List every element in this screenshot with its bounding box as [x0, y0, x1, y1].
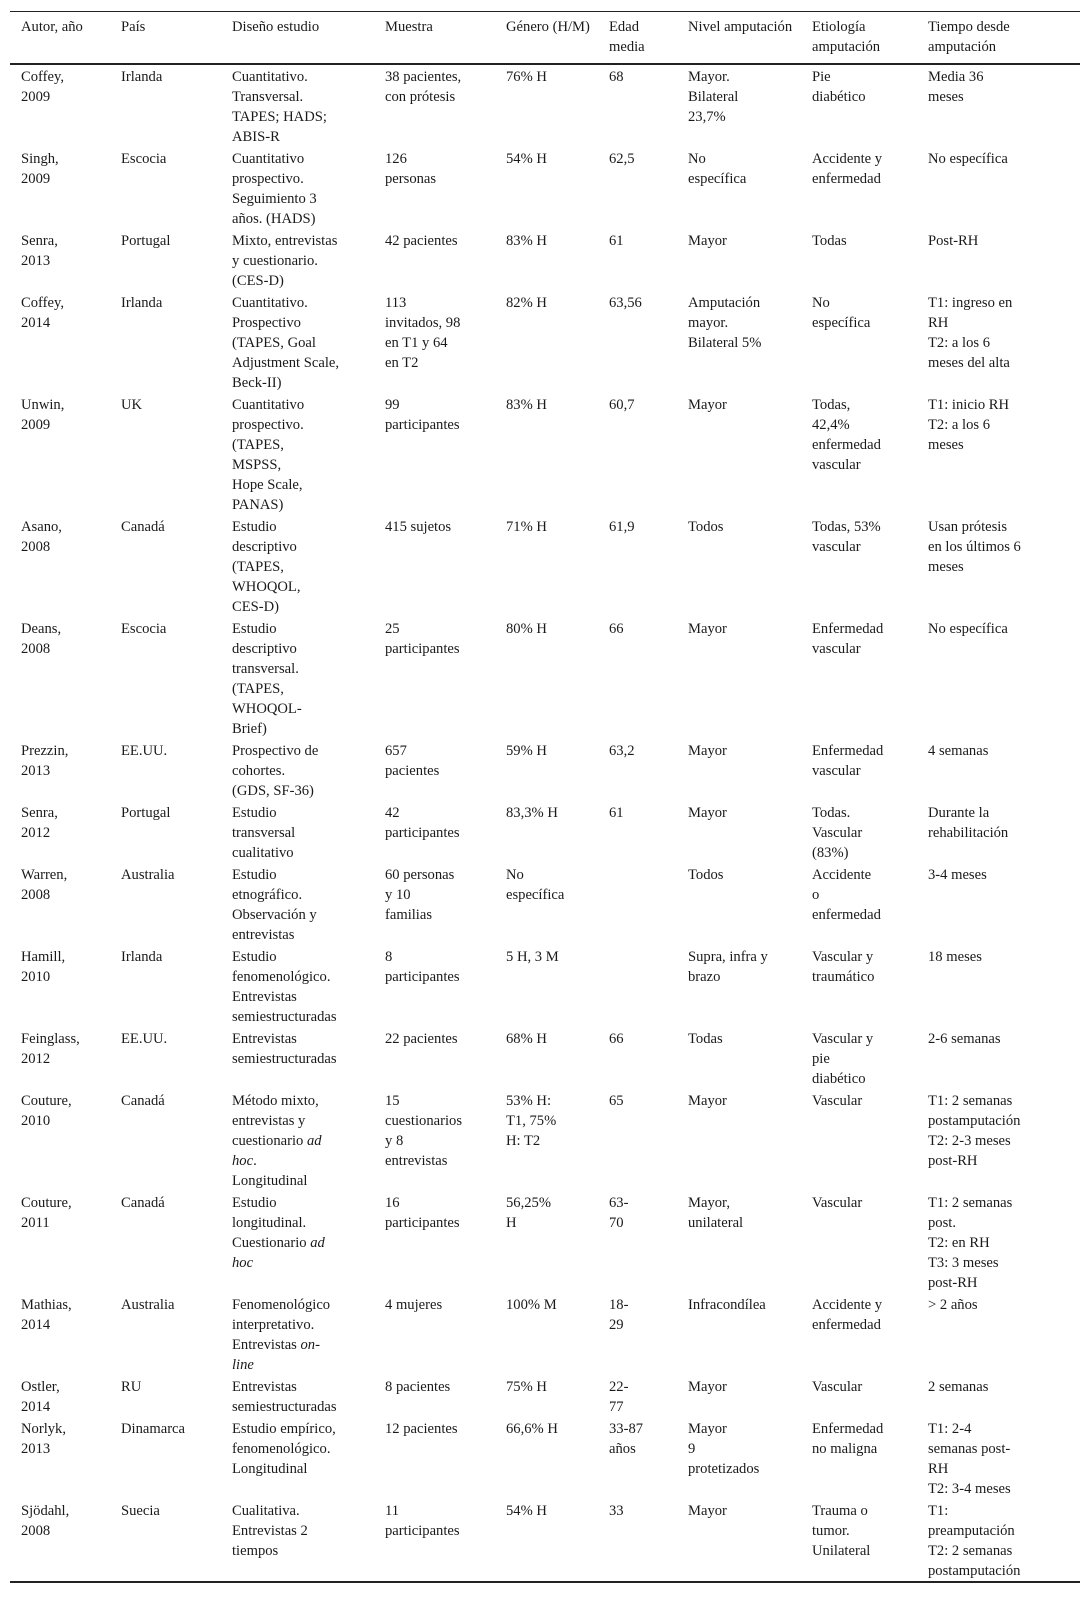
- cell-autor: Coffey, 2009: [21, 69, 64, 105]
- cell-pais: Suecia: [121, 1503, 160, 1519]
- cell-nivel: No específica: [688, 151, 747, 187]
- cell-tiempo: T1: ingreso en RH T2: a los 6 meses del alta: [928, 295, 1013, 371]
- cell-genero: 66,6% H: [506, 1421, 558, 1437]
- cell-etiologia: Vascular y traumático: [812, 949, 875, 985]
- cell-diseno: Estudio descriptivo transversal. (TAPES, WHOQOL- Brief): [232, 621, 302, 737]
- cell-tiempo: T1: 2 semanas postamputación T2: 2-3 meses post-RH: [928, 1093, 1021, 1169]
- cell-edad: 33: [609, 1503, 624, 1519]
- header-row: [10, 12, 1080, 65]
- cell-pais: Australia: [121, 867, 175, 883]
- table-row: [10, 515, 1080, 617]
- cell-autor: Norlyk, 2013: [21, 1421, 66, 1457]
- cell-autor: Asano, 2008: [21, 519, 62, 555]
- cell-etiologia: Enfermedad no maligna: [812, 1421, 884, 1457]
- cell-pais: EE.UU.: [121, 1031, 168, 1047]
- cell-diseno: Prospectivo de cohortes. (GDS, SF-36): [232, 743, 319, 799]
- cell-edad: 60,7: [609, 397, 635, 413]
- cell-autor: Sjödahl, 2008: [21, 1503, 70, 1539]
- cell-italic-text: ad hoc: [232, 1133, 322, 1169]
- cell-genero: 54% H: [506, 1503, 547, 1519]
- cell-genero: 71% H: [506, 519, 547, 535]
- cell-text: Método mixto, entrevistas y cuestionario: [232, 1093, 319, 1149]
- cell-nivel: Mayor: [688, 233, 727, 249]
- cell-tiempo: No específica: [928, 621, 1008, 637]
- cell-etiologia: Todas. Vascular (83%): [812, 805, 863, 861]
- cell-edad: 63- 70: [609, 1195, 629, 1231]
- cell-nivel: Mayor: [688, 743, 727, 759]
- cell-autor: Mathias, 2014: [21, 1297, 72, 1333]
- cell-muestra: 22 pacientes: [385, 1031, 458, 1047]
- cell-edad: 22- 77: [609, 1379, 629, 1415]
- cell-nivel: Todos: [688, 867, 724, 883]
- cell-muestra: 4 mujeres: [385, 1297, 443, 1313]
- cell-etiologia: Enfermedad vascular: [812, 743, 884, 779]
- table-row: [10, 1191, 1080, 1293]
- cell-genero: 75% H: [506, 1379, 547, 1395]
- header-nivel: Nivel amputación: [688, 19, 793, 35]
- cell-tiempo: 4 semanas: [928, 743, 989, 759]
- cell-tiempo: T1: 2-4 semanas post- RH T2: 3-4 meses: [928, 1421, 1011, 1497]
- cell-nivel: Amputación mayor. Bilateral 5%: [688, 295, 762, 351]
- cell-edad: 61: [609, 805, 624, 821]
- cell-genero: 76% H: [506, 69, 547, 85]
- cell-etiologia: Accidente y enfermedad: [812, 1297, 883, 1333]
- cell-tiempo: T1: preamputación T2: 2 semanas postamputación: [928, 1503, 1021, 1579]
- table-row: [10, 291, 1080, 393]
- cell-text: Estudio longitudinal. Cuestionario: [232, 1195, 307, 1251]
- table-row: [10, 801, 1080, 863]
- cell-etiologia: Vascular: [812, 1379, 863, 1395]
- cell-autor: Singh, 2009: [21, 151, 59, 187]
- cell-nivel: Mayor, unilateral: [688, 1195, 744, 1231]
- cell-etiologia: Accidente o enfermedad: [812, 867, 881, 923]
- cell-pais: Australia: [121, 1297, 175, 1313]
- cell-etiologia: Accidente y enfermedad: [812, 151, 883, 187]
- cell-diseno: [221, 1293, 374, 1375]
- table-row: [10, 1089, 1080, 1191]
- cell-tiempo: Usan prótesis en los últimos 6 meses: [928, 519, 1021, 575]
- cell-genero: 54% H: [506, 151, 547, 167]
- cell-tiempo: No específica: [928, 151, 1008, 167]
- cell-etiologia: Todas, 42,4% enfermedad vascular: [812, 397, 881, 473]
- cell-nivel: Mayor: [688, 397, 727, 413]
- cell-diseno: Cuantitativo. Transversal. TAPES; HADS; ABIS-R: [232, 69, 327, 145]
- cell-genero: 53% H: T1, 75% H: T2: [506, 1093, 557, 1149]
- cell-nivel: Mayor: [688, 621, 727, 637]
- cell-pais: Dinamarca: [121, 1421, 186, 1437]
- cell-autor: Deans, 2008: [21, 621, 62, 657]
- cell-muestra: 16 participantes: [385, 1195, 460, 1231]
- table-row: [10, 1375, 1080, 1417]
- cell-pais: EE.UU.: [121, 743, 168, 759]
- cell-muestra: 12 pacientes: [385, 1421, 458, 1437]
- cell-diseno: [221, 1089, 374, 1191]
- cell-genero: 68% H: [506, 1031, 547, 1047]
- cell-edad: 33-87 años: [609, 1421, 644, 1457]
- cell-nivel: Mayor. Bilateral 23,7%: [688, 69, 739, 125]
- cell-diseno: Entrevistas semiestructuradas: [232, 1031, 337, 1067]
- cell-edad: [598, 863, 677, 945]
- cell-pais: Irlanda: [121, 949, 163, 965]
- cell-diseno: Estudio fenomenológico. Entrevistas semiestructuradas: [232, 949, 337, 1025]
- cell-tiempo: 18 meses: [928, 949, 982, 965]
- cell-genero: No específica: [506, 867, 565, 903]
- cell-italic-text: on- line: [232, 1337, 320, 1373]
- cell-muestra: 25 participantes: [385, 621, 460, 657]
- cell-autor: Unwin, 2009: [21, 397, 65, 433]
- cell-autor: Coffey, 2014: [21, 295, 64, 331]
- cell-autor: Hamill, 2010: [21, 949, 66, 985]
- cell-pais: Canadá: [121, 1195, 165, 1211]
- cell-pais: UK: [121, 397, 143, 413]
- cell-nivel: Infracondílea: [688, 1297, 766, 1313]
- cell-tiempo: 3-4 meses: [928, 867, 987, 883]
- table-row: [10, 1417, 1080, 1499]
- cell-muestra: 99 participantes: [385, 397, 460, 433]
- cell-muestra: 8 participantes: [385, 949, 460, 985]
- cell-etiologia: Vascular: [812, 1195, 863, 1211]
- cell-pais: Irlanda: [121, 295, 163, 311]
- cell-muestra: 42 pacientes: [385, 233, 458, 249]
- cell-edad: 65: [609, 1093, 624, 1109]
- cell-tiempo: T1: 2 semanas post. T2: en RH T3: 3 meses post-RH: [928, 1195, 1013, 1291]
- cell-edad: 18- 29: [609, 1297, 629, 1333]
- cell-etiologia: Enfermedad vascular: [812, 621, 884, 657]
- table-row: [10, 863, 1080, 945]
- cell-edad: [598, 945, 677, 1027]
- cell-genero: 83% H: [506, 397, 547, 413]
- cell-text: Fenomenológico interpretativo. Entrevistas: [232, 1297, 331, 1353]
- cell-genero: 56,25% H: [506, 1195, 551, 1231]
- cell-italic-text: ad hoc: [232, 1235, 325, 1271]
- studies-table-container: [10, 11, 1080, 1583]
- cell-genero: 80% H: [506, 621, 547, 637]
- cell-muestra: 415 sujetos: [385, 519, 452, 535]
- table-row: [10, 147, 1080, 229]
- cell-diseno: Cuantitativo prospectivo. Seguimiento 3 años. (HADS): [232, 151, 317, 227]
- cell-diseno: Estudio transversal cualitativo: [232, 805, 296, 861]
- cell-muestra: 113 invitados, 98 en T1 y 64 en T2: [385, 295, 461, 371]
- cell-tiempo: Media 36 meses: [928, 69, 984, 105]
- cell-autor: Senra, 2013: [21, 233, 58, 269]
- cell-diseno: Estudio empírico, fenomenológico. Longitudinal: [232, 1421, 336, 1477]
- cell-tiempo: Post-RH: [928, 233, 979, 249]
- header-diseno: Diseño estudio: [232, 19, 320, 35]
- header-tiempo: Tiempo desde amputación: [928, 19, 1010, 55]
- cell-pais: Escocia: [121, 151, 167, 167]
- cell-genero: 83% H: [506, 233, 547, 249]
- cell-tiempo: 2-6 semanas: [928, 1031, 1001, 1047]
- cell-edad: 61,9: [609, 519, 635, 535]
- cell-diseno: Mixto, entrevistas y cuestionario. (CES-D): [232, 233, 338, 289]
- table-row: [10, 1499, 1080, 1582]
- cell-genero: 82% H: [506, 295, 547, 311]
- table-row: [10, 1293, 1080, 1375]
- cell-nivel: Mayor: [688, 805, 727, 821]
- cell-edad: 66: [609, 1031, 624, 1047]
- cell-genero: 59% H: [506, 743, 547, 759]
- cell-autor: Prezzin, 2013: [21, 743, 69, 779]
- header-etiologia: Etiología amputación: [812, 19, 881, 55]
- cell-autor: Ostler, 2014: [21, 1379, 60, 1415]
- cell-pais: Portugal: [121, 805, 171, 821]
- cell-edad: 66: [609, 621, 624, 637]
- header-autor: Autor, año: [21, 19, 83, 35]
- cell-muestra: 11 participantes: [385, 1503, 460, 1539]
- cell-etiologia: Todas, 53% vascular: [812, 519, 881, 555]
- cell-genero: 83,3% H: [506, 805, 558, 821]
- header-genero: Género (H/M): [506, 19, 590, 35]
- cell-etiologia: Vascular y pie diabético: [812, 1031, 874, 1087]
- cell-autor: Warren, 2008: [21, 867, 68, 903]
- cell-nivel: Mayor 9 protetizados: [688, 1421, 760, 1477]
- table-row: [10, 1027, 1080, 1089]
- cell-nivel: Todas: [688, 1031, 723, 1047]
- studies-table: [10, 11, 1080, 1583]
- table-row: [10, 945, 1080, 1027]
- table-row: [10, 229, 1080, 291]
- cell-muestra: 38 pacientes, con prótesis: [385, 69, 462, 105]
- cell-edad: 62,5: [609, 151, 635, 167]
- cell-pais: RU: [121, 1379, 142, 1395]
- cell-genero: 100% M: [506, 1297, 557, 1313]
- header-pais: País: [121, 19, 146, 35]
- cell-tiempo: > 2 años: [928, 1297, 978, 1313]
- table-row: [10, 64, 1080, 147]
- header-muestra: Muestra: [385, 19, 433, 35]
- cell-diseno: [221, 1191, 374, 1293]
- table-row: [10, 739, 1080, 801]
- cell-diseno: Entrevistas semiestructuradas: [232, 1379, 337, 1415]
- cell-nivel: Mayor: [688, 1093, 727, 1109]
- cell-tiempo: 2 semanas: [928, 1379, 989, 1395]
- table-body: [10, 64, 1080, 1582]
- cell-genero: 5 H, 3 M: [506, 949, 559, 965]
- cell-etiologia: No específica: [812, 295, 871, 331]
- cell-diseno: Cualitativa. Entrevistas 2 tiempos: [232, 1503, 308, 1559]
- cell-edad: 61: [609, 233, 624, 249]
- table-header: [10, 12, 1080, 65]
- header-edad: Edad media: [609, 19, 645, 55]
- cell-etiologia: Trauma o tumor. Unilateral: [812, 1503, 871, 1559]
- cell-pais: Canadá: [121, 1093, 165, 1109]
- cell-autor: Senra, 2012: [21, 805, 58, 841]
- cell-nivel: Mayor: [688, 1379, 727, 1395]
- cell-diseno: Cuantitativo prospectivo. (TAPES, MSPSS, Hope Scale, PANAS): [232, 397, 305, 513]
- cell-edad: 68: [609, 69, 624, 85]
- cell-muestra: 42 participantes: [385, 805, 460, 841]
- cell-etiologia: Todas: [812, 233, 847, 249]
- cell-muestra: 126 personas: [385, 151, 437, 187]
- cell-autor: Couture, 2010: [21, 1093, 72, 1129]
- cell-tiempo: Durante la rehabilitación: [928, 805, 1009, 841]
- cell-autor: Couture, 2011: [21, 1195, 72, 1231]
- cell-text: . Longitudinal: [232, 1153, 308, 1189]
- cell-pais: Canadá: [121, 519, 165, 535]
- cell-muestra: 15 cuestionarios y 8 entrevistas: [385, 1093, 463, 1169]
- cell-muestra: 8 pacientes: [385, 1379, 451, 1395]
- table-row: [10, 393, 1080, 515]
- cell-muestra: 60 personas y 10 familias: [385, 867, 455, 923]
- cell-pais: Portugal: [121, 233, 171, 249]
- cell-autor: Feinglass, 2012: [21, 1031, 80, 1067]
- cell-diseno: Estudio descriptivo (TAPES, WHOQOL, CES-D): [232, 519, 301, 615]
- cell-diseno: Estudio etnográfico. Observación y entrevistas: [232, 867, 317, 943]
- cell-nivel: Supra, infra y brazo: [688, 949, 768, 985]
- cell-pais: Escocia: [121, 621, 167, 637]
- cell-nivel: Todos: [688, 519, 724, 535]
- cell-nivel: Mayor: [688, 1503, 727, 1519]
- cell-etiologia: Vascular: [812, 1093, 863, 1109]
- table-row: [10, 617, 1080, 739]
- cell-pais: Irlanda: [121, 69, 163, 85]
- cell-muestra: 657 pacientes: [385, 743, 440, 779]
- cell-tiempo: T1: inicio RH T2: a los 6 meses: [928, 397, 1010, 453]
- cell-edad: 63,2: [609, 743, 635, 759]
- cell-etiologia: Pie diabético: [812, 69, 866, 105]
- cell-edad: 63,56: [609, 295, 642, 311]
- cell-diseno: Cuantitativo. Prospectivo (TAPES, Goal Adjustment Scale, Beck-II): [232, 295, 340, 391]
